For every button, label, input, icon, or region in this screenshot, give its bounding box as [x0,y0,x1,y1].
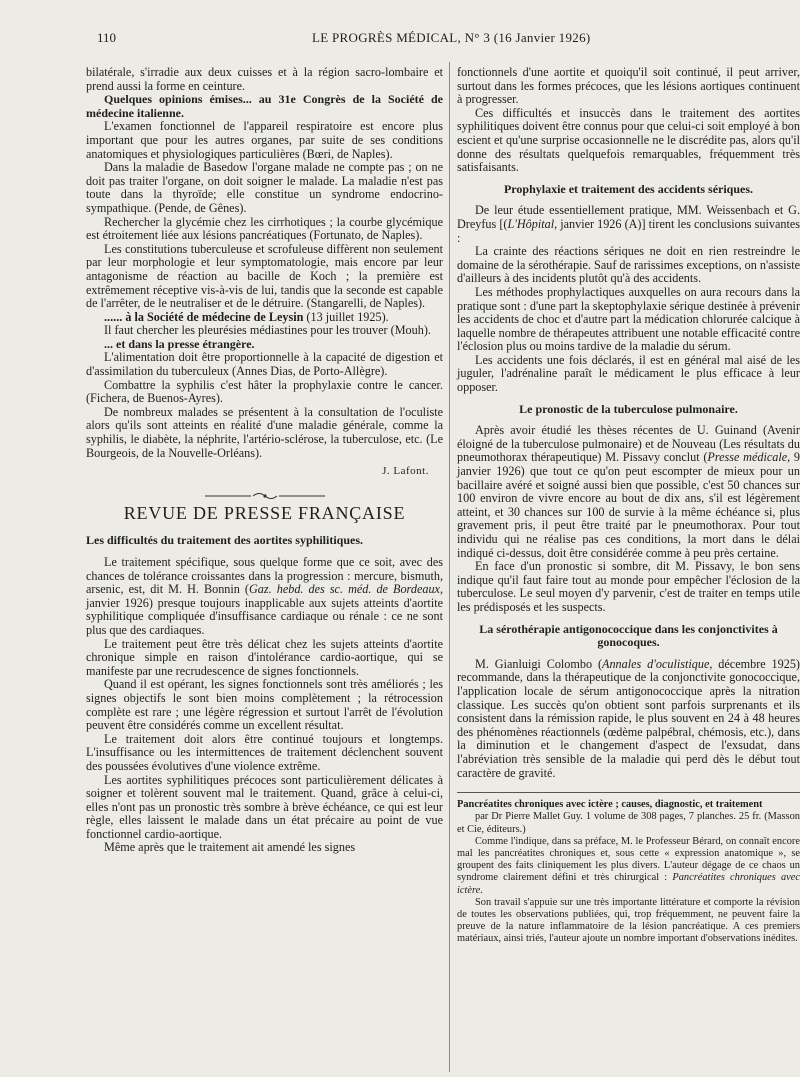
author-signature: J. Lafont. [382,465,429,478]
paragraph: Rechercher la glycémie chez les cirrhotiques ; la courbe glycémique est étroitement liée aux lésions pancréatiques (Fortunato, de Naples). [86,214,443,243]
book-review-paragraph: Comme l'indique, dans sa préface, M. le Professeur Bérard, on connaît encore mal les pancréatites chroniques et, sous cette « expression anatomique », se groupent des faits cliniquement les plus divers. L'auteur dégage de ce chaos un syndrome clairement défini et très chirurgical : Pancréatites chroniques avec ictère. [457,835,800,896]
book-reference: Pancréatites chroniques avec ictère [457,872,800,896]
journal-reference: Annales d'oculistique [602,656,710,671]
ornament-icon [205,491,325,501]
paragraph: En face d'un pronostic si sombre, dit M. Pissavy, le bon sens indique qu'il faut faire tout au monde pour empêcher l'éclosion de la tuberculose. Le seul moyen d'y parvenir, c'est de traiter en temps utile les prédisposés et les suspects. [457,559,800,614]
paragraph: bilatérale, s'irradie aux deux cuisses et à la région sacro-lombaire et prend aussi la forme en ceinture. [86,65,443,93]
journal-reference: Gaz. hebd. des sc. méd. de Bordeaux [249,582,440,597]
paragraph: Dans la maladie de Basedow l'organe malade ne compte pas ; on ne doit pas traiter l'organe, on doit soigner le malade. La maladie n'est pas toute dans la thyroïde; elle constitue un syndrome endocrino-sympathique. (Pende, de Gênes). [86,160,443,215]
ornamental-divider [86,491,443,501]
paragraph: De nombreux malades se présentent à la consultation de l'oculiste alors qu'ils sont atteints en réalité d'une maladie générale, comme la syphilis, le diabète, la néphrite, l'artério-sclérose, la tuberculose, etc. (Le Bourgeois, de la Nouvelle-Orléans). [86,404,443,460]
paragraph: Après avoir étudié les thèses récentes de U. Guinand (Avenir éloigné de la tuberculose pulmonaire) et de Nouveau (Les résultats du pneumothorax thérapeutique) M. Pissavy conclut (Presse médicale, 9 janvier 1926) que tout ce qu'on peut escompter de mieux pour un bacillaire avéré et soigné aussi bien que possible, c'est 50 chances sur 100 environ de vivre encore au bout de dix ans, s'il est légèrement atteint, et 30 chances sur 100 de survie à la même échéance si, plus gravement pris, il peut être traité par le pneumothorax. Pour tout individu qui ne réalise pas ces conditions, la mort dans le délai indiqué ci-dessus, doit être considérée comme à peu près certaine. [457,423,800,560]
paragraph: Les aortites syphilitiques précoces sont particulièrement délicates à soigner et tolèrent souvent mal le traitement. Quand, grâce à celui-ci, elles n'ont pas un pronostic très sombre à brève échéance, ce qui est leur règle, elles laissent le malade dans un état précaire au point de vue fonctionnel cardio-aortique. [86,772,443,841]
article-heading: Le pronostic de la tuberculose pulmonaire. [519,401,738,416]
paragraph: Ces difficultés et insuccès dans le traitement des aortites syphilitiques doivent être connus pour que celui-ci soit employé à bon escient et qu'une surprise occasionnelle ne le discrédite pas, alors qu'il donne des résultats quelquefois remarquables, fréquemment très satisfaisants. [457,105,800,175]
article-heading [86,311,443,325]
section-title: REVUE DE PRESSE FRANÇAISE [123,502,406,523]
paragraph: Les accidents une fois déclarés, il est en général mal aisé de les juguler, l'adrénaline paraît le médicament le plus efficace à leur opposer. [457,352,800,395]
paragraph: Il faut chercher les pleurésies médiastines pour les trouver (Mouh). [104,323,431,338]
article-heading: Les difficultés du traitement des aortites syphilitiques. [86,533,363,548]
article-heading: La sérothérapie antigonococcique dans les conjonctivites à gonocoques. [479,621,778,650]
article-heading: ... et dans la presse étrangère. [104,336,255,351]
paragraph: L'examen fonctionnel de l'appareil respiratoire est encore plus important que pour les autres organes, par suite de ses conditions anatomiques et physiologiques particulières (Bœri, de Naples). [86,119,443,161]
paragraph: Les constitutions tuberculeuse et scrofuleuse diffèrent non seulement par leur morphologie et leur symptomatologie, mais encore par leur antagonisme de réaction au bacille de Koch ; la première est extrêmement réceptive vis-à-vis de lui, tandis que la seconde est capable de l'arrêter, de le neutraliser et de le détruire. (Stangarelli, de Naples). [86,241,443,311]
paragraph: Les méthodes prophylactiques auxquelles on aura recours dans la pratique sont : d'une part la skeptophylaxie sérique destinée à prévenir les accidents de choc et d'autre part la médication chlorurée calcique à laquelle nombre de thérapeutes attribuent une notable efficacité contre l'éclosion plus ou moins tardive de la maladie du sérum. [457,284,800,354]
article-heading: Prophylaxie et traitement des accidents sériques. [503,181,754,196]
horizontal-rule [457,792,800,793]
book-review-info: par Dr Pierre Mallet Guy. 1 volume de 308 pages, 7 planches. 25 fr. (Masson et Cie, éditeurs.) [457,811,800,835]
paragraph: Combattre la syphilis c'est hâter la prophylaxie contre le cancer. (Fichera, de Buenos-Ayres). [86,377,443,406]
heading-text: ...... à la Société de médecine de Leysin [104,309,304,324]
book-review-title: Pancréatites chroniques avec ictère ; causes, diagnostic, et traitement [457,799,763,811]
paragraph: Quand il est opérant, les signes fonctionnels sont très améliorés ; les signes objectifs le sont bien moins complètement ; la rétrocession complète est rare ; une légère régression et surtout l'arrêt de l'évolution peuvent être considérés comme un excellent résultat. [86,677,443,733]
paragraph: Même après que le traitement ait amendé les signes [104,840,356,855]
paragraph: Le traitement peut être très délicat chez les sujets atteints d'aortite chronique simple en raison d'intolérance cardio-aortique, qui se manifeste par une recrudescence de signes fonctionnels. [86,636,443,678]
page-number: 110 [97,30,117,45]
book-review-paragraph: Son travail s'appuie sur une très importante littérature et comporte la révision de toutes les observations publiées, qui, trop fréquemment, ne peuvent faire la preuve de la nature inflammatoire de la lésion pancréatique. A ces premiers matériaux, ainsi triés, l'auteur ajoute un nombre important d'observations inédites. [457,896,800,945]
column-divider [449,62,450,1072]
journal-reference: Presse médicale [707,450,788,465]
paragraph: M. Gianluigi Colombo (Annales d'oculistique, décembre 1925) recommande, dans la thérapeutique de la conjonctivite gonococcique, l'application locale de sérum antigonococcique après la nitration classique. Les succès qu'on obtient sont parfois surprenants et ils consistent dans la rémission rapide, le plus souvent en 24 à 48 heures des phénomènes réactionnels (œdème palpébral, chémosis, etc.), dans la diminution et le changement d'aspect de l'exsudat, dans l'abréviation très sensible de la maladie qui perd dès le début tout caractère de gravité. [457,656,800,780]
paragraph: Le traitement spécifique, sous quelque forme que ce soit, avec des chances de tolérance croissantes dans la progression : mercure, bismuth, arsenic, est, dit M. H. Bonnin (Gaz. hebd. des sc. méd. de Bordeaux, janvier 1926) presque toujours inapplicable aux sujets atteints d'aortite syphilitique compliquée d'insuffisance cardiaque ou rénale : ce ne sont plus que des cardiaques. [86,555,443,637]
running-header [97,31,797,49]
heading-date: (13 juillet 1925). [303,309,389,324]
paragraph: Le traitement doit alors être continué toujours et longtemps. L'insuffisance ou les intermittences de traitement déclenchent souvent des poussées évolutives d'une violence extrême. [86,731,443,773]
paragraph: fonctionnels d'une aortite et quoiqu'il soit continué, il peut arriver, surtout dans les formes précoces, que les lésions aortiques continuent à progresser. [457,65,800,107]
left-column [86,66,443,855]
paragraph: L'alimentation doit être proportionnelle à la capacité de digestion et d'assimilation du tuberculeux (Annes Dias, de Porto-Allègre). [86,350,443,379]
right-column [457,66,800,946]
journal-reference: L'Hôpital [507,216,555,231]
journal-title: LE PROGRÈS MÉDICAL, N° 3 (16 Janvier 1926) [312,30,591,45]
paragraph: De leur étude essentiellement pratique, MM. Weissenbach et G. Dreyfus [(L'Hôpital, janvier 1926 (A)] tirent les conclusions suivantes : [457,203,800,245]
paragraph: La crainte des réactions sériques ne doit en rien restreindre le domaine de la sérothérapie. Sauf de rarissimes exceptions, on n'assiste d'ailleurs à des incidents plutôt qu'à des accidents. [457,244,800,286]
article-heading: Quelques opinions émises... au 31e Congrès de la Société de médecine italienne. [86,92,443,120]
